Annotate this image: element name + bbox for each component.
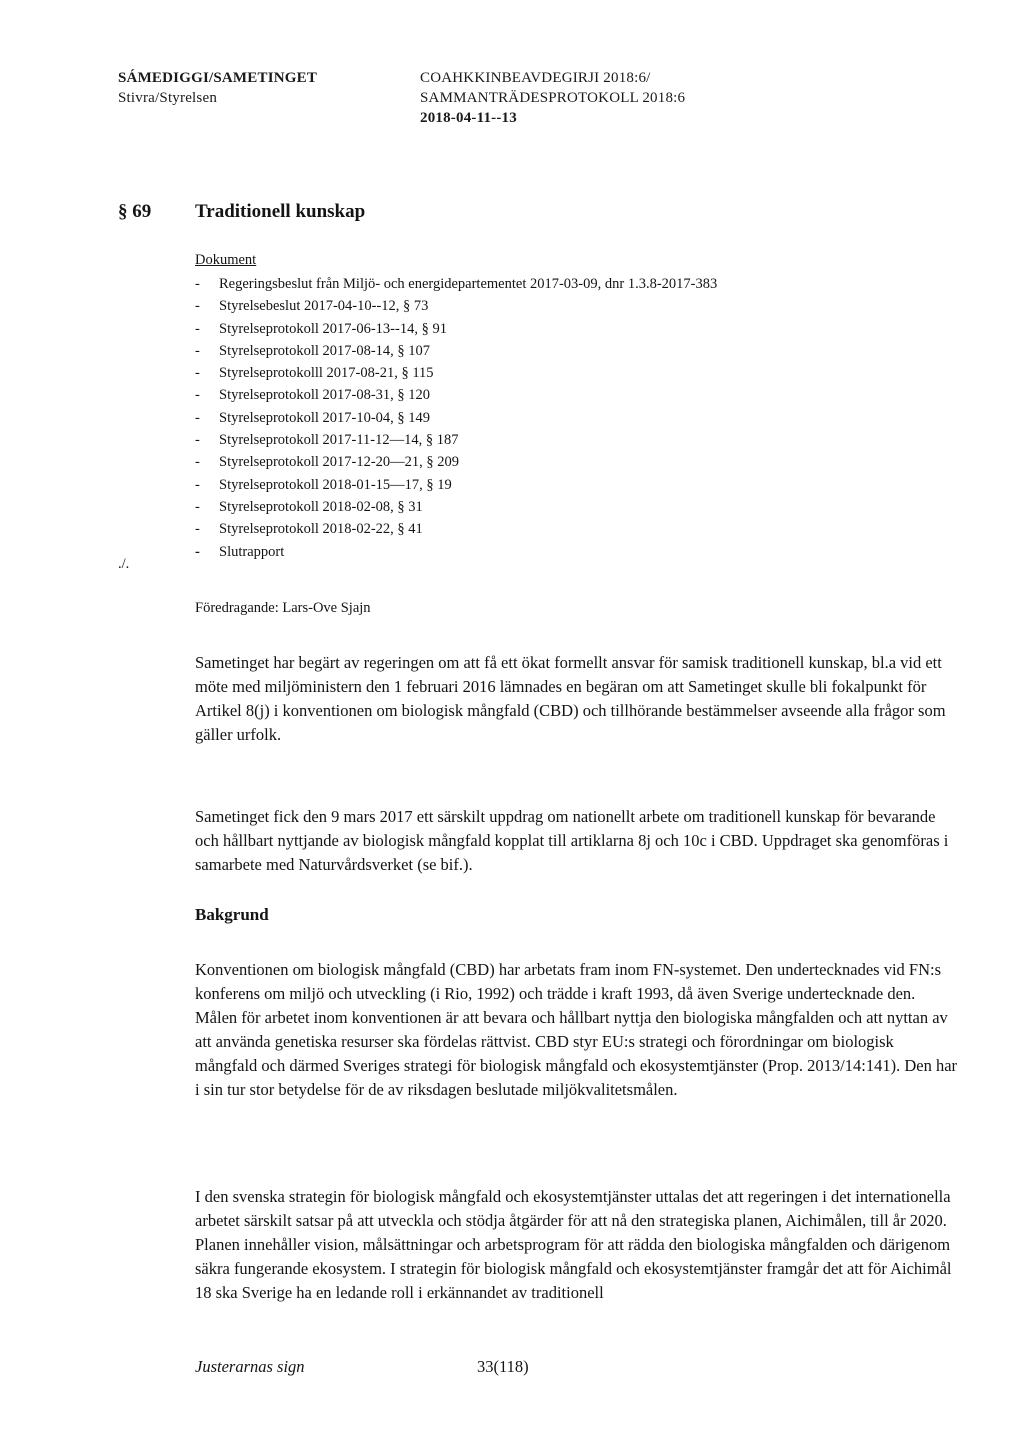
document-item: - Styrelseprotokoll 2018-01-15—17, § 19 xyxy=(195,476,452,493)
heading-background: Bakgrund xyxy=(195,905,269,924)
header-right xyxy=(420,68,685,128)
header-unit: Stivra/Styrelsen xyxy=(118,90,218,106)
paragraph-3: Konventionen om biologisk mångfald (CBD) har arbetats fram inom FN-systemet. Den undertecknades vid FN:s konferens om miljö och utveckling (i Rio, 1992) och trädde i kraft 1993, då även Sverige undertecknade den. Målen för arbetet inom konventionen är att bevara och hållbart nyttja den biologiska mångfalden och att nyttan av att använda genetiska resurser ska fördelas rättvist. CBD styr EU:s strategi och förordningar om biologisk mångfald och därmed Sveriges strategi för biologisk mångfald och ekosystemtjänster (Prop. 2013/14:141). Den har i sin tur stor betydelse för de av riksdagen beslutade miljökvalitetsmålen. xyxy=(195,960,958,1099)
document-item: - Styrelseprotokoll 2017-11-12—14, § 187 xyxy=(195,432,459,449)
footer-sign: Justerarnas sign xyxy=(195,1357,305,1376)
document-item-attachment: - Slutrapport xyxy=(195,543,285,560)
document-item: - Styrelsebeslut 2017-04-10--12, § 73 xyxy=(195,298,429,315)
section-title: Traditionell kunskap xyxy=(195,201,366,222)
document-item: - Styrelseprotokoll 2017-08-14, § 107 xyxy=(195,342,431,359)
document-item: - Styrelseprotokoll 2018-02-08, § 31 xyxy=(195,498,423,515)
documents-list xyxy=(195,273,717,563)
paragraph-2: Sametinget fick den 9 mars 2017 ett särskilt uppdrag om nationellt arbete om traditionell kunskap för bevarande och hållbart nyttjande av biologisk mångfald kopplat till artiklarna 8j och 10c i CBD. Uppdraget ska genomföras i samarbete med Naturvårdsverket (se bif.). xyxy=(195,807,949,874)
document-item: - Styrelseprotokolll 2017-08-21, § 115 xyxy=(195,365,434,382)
header-left xyxy=(118,68,317,108)
document-item: - Styrelseprotokoll 2017-12-20—21, § 209 xyxy=(195,454,460,471)
documents-label: Dokument xyxy=(195,252,257,268)
header-date: 2018-04-11--13 xyxy=(420,110,517,126)
paragraph-4: I den svenska strategin för biologisk mångfald och ekosystemtjänster uttalas det att regeringen i det internationella arbetet särskilt satsar på att utveckla och stödja åtgärder för att nå den strategiska planen, Aichimålen, till år 2020. Planen innehåller vision, målsättningar och arbetsprogram för att rädda den biologiska mångfalden och därigenom säkra fungerande ekosystem. I strategin för biologisk mångfald och ekosystemtjänster framgår det att för Aichimål 18 ska Sverige ha en ledande roll i erkännandet av traditionell xyxy=(195,1187,952,1302)
header-org: SÁMEDIGGI/SAMETINGET xyxy=(118,70,318,86)
header-doc-code: COAHKKINBEAVDEGIRJI 2018:6/ xyxy=(420,70,651,86)
paragraph-1: Sametinget har begärt av regeringen om att få ett ökat formellt ansvar för samisk traditionell kunskap, bl.a vid ett möte med miljöministern den 1 februari 2016 lämnades en begäran om att Sametinget skulle bli fokalpunkt för Artikel 8(j) i konventionen om biologisk mångfald (CBD) och tillhörande bestämmelser avseende alla frågor som gäller urfolk. xyxy=(195,653,946,744)
document-item: - Styrelseprotokoll 2018-02-22, § 41 xyxy=(195,521,423,538)
section-number: § 69 xyxy=(118,201,152,222)
document-item: - Regeringsbeslut från Miljö- och energidepartementet 2017-03-09, dnr 1.3.8-2017-383 xyxy=(195,276,718,292)
document-item: - Styrelseprotokoll 2017-06-13--14, § 91 xyxy=(195,320,447,337)
attachment-marker: ./. xyxy=(118,556,130,572)
document-item: - Styrelseprotokoll 2017-10-04, § 149 xyxy=(195,409,431,426)
page-number: 33(118) xyxy=(477,1357,529,1376)
presenter: Föredragande: Lars-Ove Sjajn xyxy=(195,600,371,616)
document-item: - Styrelseprotokoll 2017-08-31, § 120 xyxy=(195,387,431,404)
header-doc-name: SAMMANTRÄDESPROTOKOLL 2018:6 xyxy=(420,90,686,106)
